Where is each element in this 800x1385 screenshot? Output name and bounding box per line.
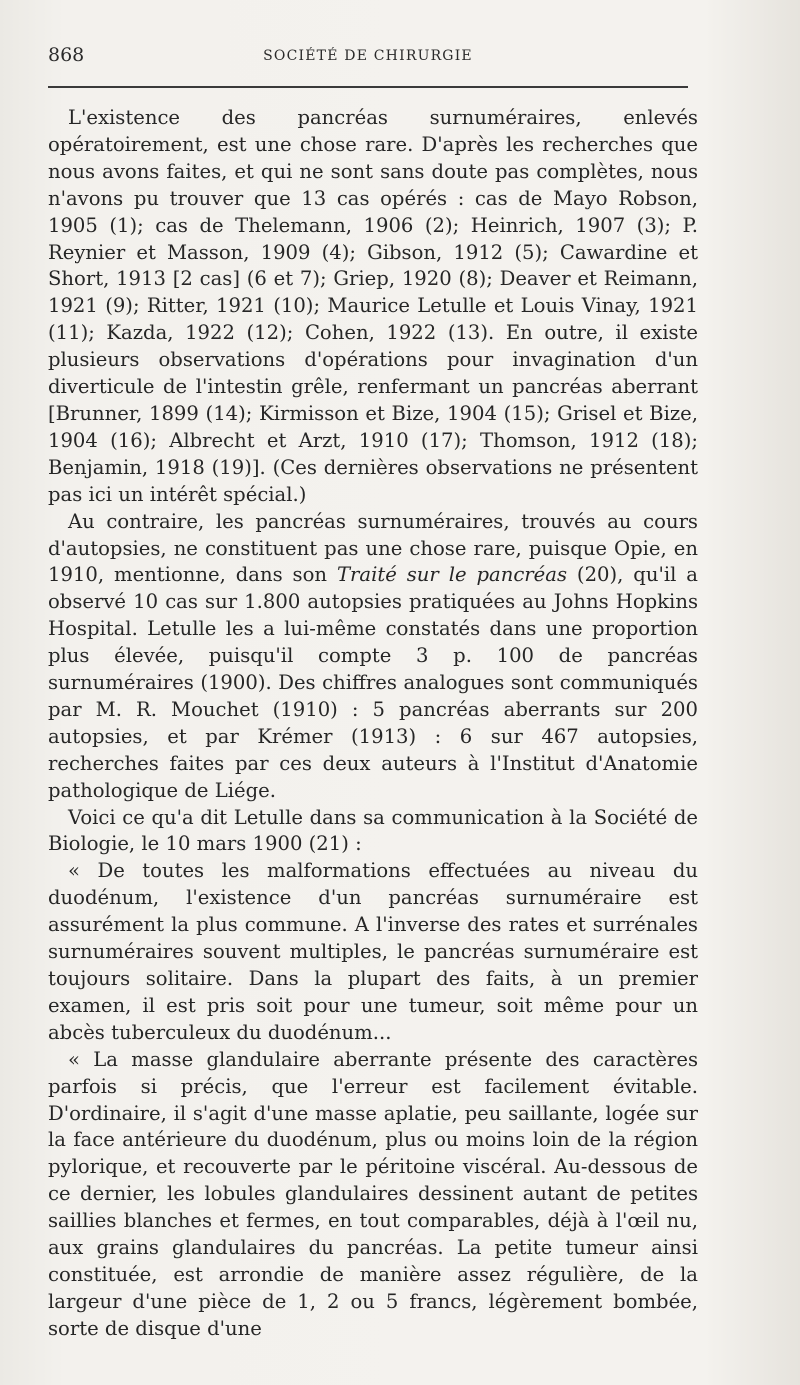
paragraph-5-text: « La masse glandulaire aberrante présente des caractères parfois si précis, que l'erreur est facilement évitable. D'ordinaire, il s'agit d'une masse aplatie, peu saillante, logée sur la face antérieure du duodénum, plus ou moins loin de la région pylorique, et recouverte par le péritoine viscéral. Au-dessous de ce dernier, les lobules glandulaires dessinent autant de petites saillies blanches et fermes, en tout comparables, déjà à l'œil nu, aux grains glandulaires du pancréas. La petite tumeur ainsi constituée, est arrondie de manière assez régulière, de la largeur d'une pièce de 1, 2 ou 5 francs, légèrement bombée, sorte de disque d'une [48, 1047, 698, 1340]
paragraph-3 [48, 805, 698, 859]
running-head: SOCIÉTÉ DE CHIRURGIE [263, 48, 473, 64]
paragraph-4 [48, 858, 698, 1046]
paragraph-5 [48, 1047, 698, 1343]
paragraph-2-text-b: (20), qu'il a observé 10 cas sur 1.800 autopsies pratiquées au Johns Hopkins Hospital. Letulle les a lui-même constatés dans une proportion plus élevée, puisqu'il compte 3 p. 100 de pancréas surnuméraires (1900). Des chiffres analogues sont communiqués par M. R. Mouchet (1910) : 5 pancréas aberrants sur 200 autopsies, et par Krémer (1913) : 6 sur 467 autopsies, recherches faites par ces deux auteurs à l'Institut d'Anatomie pathologique de Liége. [48, 563, 698, 802]
paragraph-4-text: « De toutes les malformations effectuées au niveau du duodénum, l'existence d'un pancréas surnuméraire est assurément la plus commune. A l'inverse des rates et surrénales surnuméraires souvent multiples, le pancréas surnuméraire est toujours solitaire. Dans la plupart des faits, à un premier examen, il est pris soit pour une tumeur, soit même pour un abcès tuberculeux du duodénum... [48, 859, 698, 1044]
paragraph-2-text-a: Au contraire, les pancréas surnuméraires, trouvés au cours d'autopsies, ne constituent pas une chose rare, puisque Opie, en 1910, mentionne, dans son [48, 509, 698, 587]
paragraph-1-text: L'existence des pancréas surnuméraires, enlevés opératoirement, est une chose rare. D'après les recherches que nous avons faites, et qui ne sont sans doute pas complètes, nous n'avons pu trouver que 13 cas opérés : cas de Mayo Robson, 1905 (1); cas de Thelemann, 1906 (2); Heinrich, 1907 (3); P. Reynier et Masson, 1909 (4); Gibson, 1912 (5); Cawardine et Short, 1913 [2 cas] (6 et 7); Griep, 1920 (8); Deaver et Reimann, 1921 (9); Ritter, 1921 (10); Maurice Letulle et Louis Vinay, 1921 (11); Kazda, 1922 (12); Cohen, 1922 (13). En outre, il existe plusieurs observations d'opérations pour invagination d'un diverticule de l'intestin grêle, renfermant un pancréas aberrant [Brunner, 1899 (14); Kirmisson et Bize, 1904 (15); Grisel et Bize, 1904 (16); Albrecht et Arzt, 1910 (17); Thomson, 1912 (18); Benjamin, 1918 (19)]. (Ces dernières observations ne présentent pas ici un intérêt spécial.) [48, 106, 698, 506]
header-rule [48, 86, 688, 88]
page-header [48, 44, 688, 74]
book-title: Traité sur le pancréas [336, 563, 567, 587]
body-text [48, 105, 698, 1343]
paragraph-1 [48, 105, 698, 509]
paragraph-2 [48, 509, 698, 805]
page-number: 868 [48, 44, 85, 66]
paragraph-3-text: Voici ce qu'a dit Letulle dans sa communication à la Société de Biologie, le 10 mars 1900 (21) : [48, 805, 698, 856]
